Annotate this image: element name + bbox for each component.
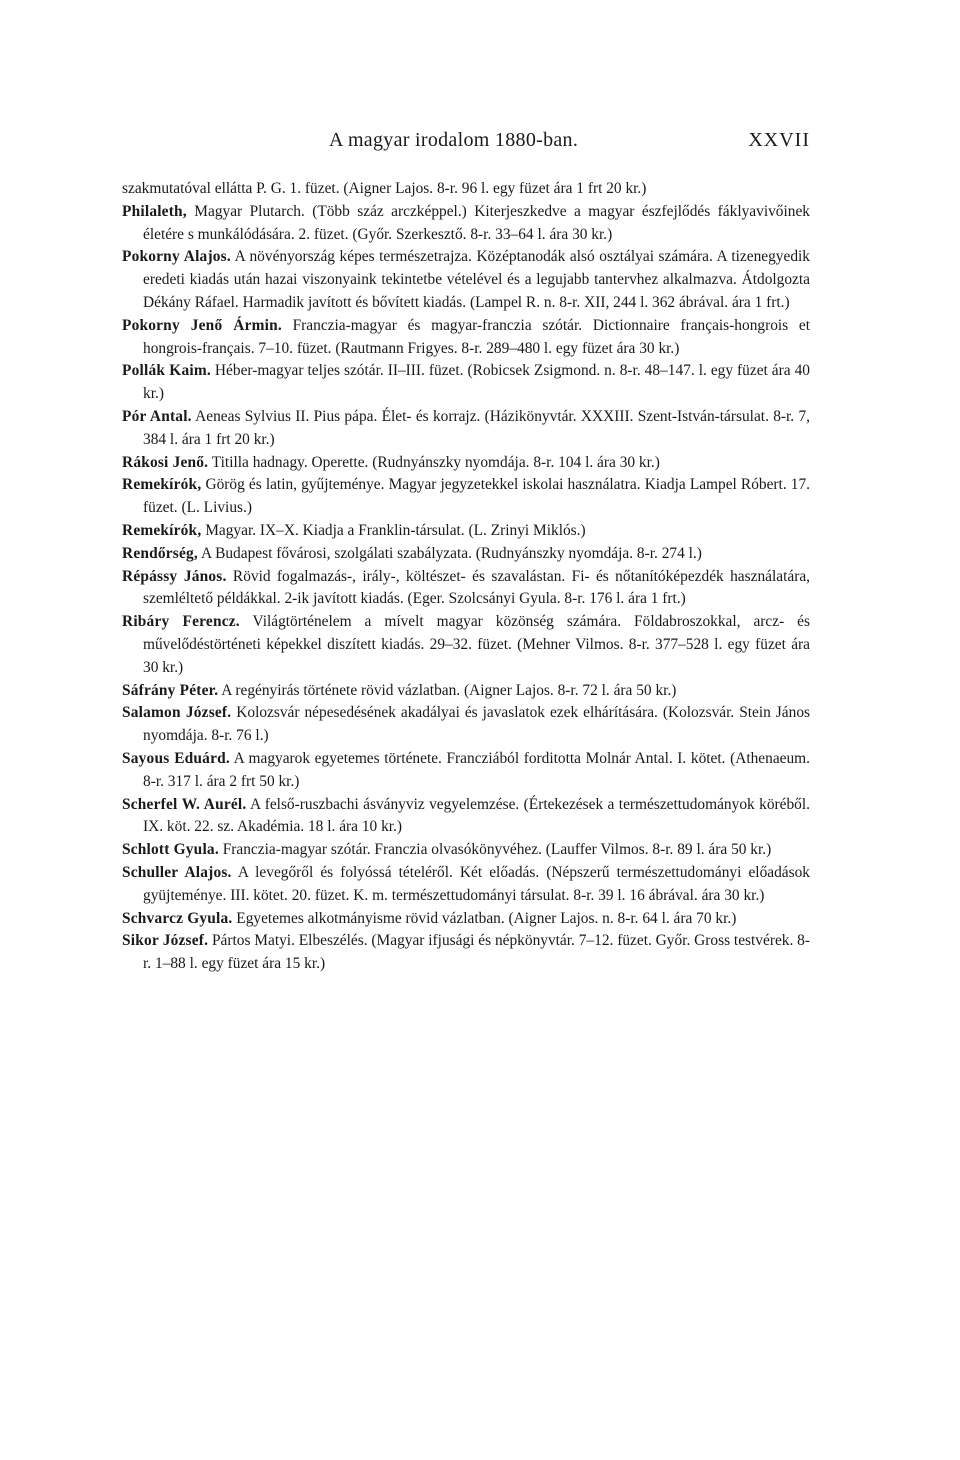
entry-author: Pokorny Alajos. [122,248,231,266]
entry-author: Répássy János. [122,567,227,585]
entry-author: Remekírók, [122,476,202,494]
bibliography-entry [122,520,810,543]
entry-text: Világtörténelem a mívelt magyar közönség számára. Földabroszokkal, arcz- és művelődéstörténeti képekkel diszített kiadás. 29–32. füzet. (Mehner Vilmos. 8-r. 377–528 l. egy füzet ára 30 kr.) [143,613,810,676]
bibliography-entry [122,360,810,406]
entry-author: Rákosi Jenő. [122,453,209,471]
entry-author: Salamon József. [122,704,232,722]
bibliography-entry [122,908,810,931]
entry-text: A növényország képes természetrajza. Középtanodák alsó osztályai számára. A tizenegyedik eredeti kiadás után hazai viszonyaink tekintetbe vételével és a legujabb tantervhez alkalmazva. Átdolgozta Dékány Ráfael. Harmadik javított és bővített kiadás. (Lampel R. n. 8-r. XII, 244 l. 362 ábrával. ára 1 frt.) [143,248,811,311]
entry-author: Sáfrány Péter. [122,681,219,699]
page-number: XXVII [748,129,810,151]
entry-author: Schlott Gyula. [122,841,219,859]
entry-text: Rövid fogalmazás-, irály-, költészet- és szavalástan. Fi- és nőtanítóképezdék használatára, szemléltető példákkal. 2-ik javított kiadás. (Eger. Szolcsányi Gyula. 8-r. 176 l. ára 1 frt.) [143,567,810,608]
bibliography-entry [122,839,810,862]
entry-author: Schvarcz Gyula. [122,909,233,927]
entry-text: Franczia-magyar szótár. Franczia olvasókönyvéhez. (Lauffer Vilmos. 8-r. 89 l. ára 50 kr.) [218,841,772,859]
entry-text: Görög és latin, gyűjteménye. Magyar jegyzetekkel iskolai használatra. Kiadja Lampel Róbert. 17. füzet. (L. Livius.) [143,476,810,517]
bibliography-entry [122,315,810,361]
bibliography-list [122,178,810,976]
entry-author: Remekírók, [122,521,202,539]
entry-author: Sayous Eduárd. [122,749,230,767]
entries-container [122,201,810,976]
entry-text: Pártos Matyi. Elbeszélés. (Magyar ifjusági és népkönyvtár. 7–12. füzet. Győr. Gross testvérek. 8-r. 1–88 l. egy füzet ára 15 kr.) [143,932,811,973]
continuation-entry: szakmutatóval ellátta P. G. 1. füzet. (Aigner Lajos. 8-r. 96 l. egy füzet ára 1 frt 20 kr.) [122,180,647,197]
entry-text: A regényirás története rövid vázlatban. (Aigner Lajos. 8-r. 72 l. ára 50 kr.) [218,681,677,699]
bibliography-entry [122,862,810,908]
entry-text: A levegőről és folyóssá tételéről. Két előadás. (Népszerű természettudományi előadások gyüjteménye. III. kötet. 20. füzet. K. m. természettudományi társulat. 8-r. 39 l. 16 ábrával. ára 30 kr.) [143,863,810,904]
entry-author: Scherfel W. Aurél. [122,795,247,813]
running-title: A magyar irodalom 1880-ban. [329,129,579,151]
bibliography-entry [122,543,810,566]
entry-text: Titilla hadnagy. Operette. (Rudnyánszky nyomdája. 8-r. 104 l. ára 30 kr.) [208,453,660,471]
entry-text: Aeneas Sylvius II. Pius pápa. Élet- és korrajz. (Házikönyvtár. XXXIII. Szent-István-társulat. 8-r. 7, 384 l. ára 1 frt 20 kr.) [143,407,810,448]
bibliography-entry [122,680,810,703]
bibliography-entry [122,930,810,976]
entry-text: Magyar Plutarch. (Több száz arczképpel.) Kiterjeszkedve a magyar észfejlődés fáklyavivőinek életére s munkálódására. 2. füzet. (Győr. Szerkesztő. 8-r. 33–64 l. ára 30 kr.) [143,202,810,243]
entry-text: A Budapest fővárosi, szolgálati szabályzata. (Rudnyánszky nyomdája. 8-r. 274 l.) [197,544,702,562]
bibliography-entry [122,474,810,520]
entry-text: A magyarok egyetemes története. Francziából forditotta Molnár Antal. I. kötet. (Athenaeum. 8-r. 317 l. ára 2 frt 50 kr.) [143,749,810,790]
bibliography-entry [122,246,810,314]
entry-author: Pór Antal. [122,407,192,425]
bibliography-entry [122,452,810,475]
entry-text: A felső-ruszbachi ásványviz vegyelemzése. (Értekezések a természettudományok köréből. IX. köt. 22. sz. Akadémia. 18 l. ára 10 kr.) [143,795,810,836]
entry-author: Pollák Kaim. [122,362,211,380]
bibliography-entry [122,611,810,679]
entry-author: Schuller Alajos. [122,863,232,881]
entry-author: Philaleth, [122,202,187,220]
entry-text: Kolozsvár népesedésének akadályai és javaslatok ezek elhárítására. (Kolozsvár. Stein János nyomdája. 8-r. 76 l.) [143,704,810,745]
bibliography-entry [122,406,810,452]
entry-author: Sikor József. [122,932,209,950]
entry-text: Héber-magyar teljes szótár. II–III. füzet. (Robicsek Zsigmond. n. 8-r. 48–147. l. egy füzet ára 40 kr.) [143,362,810,403]
bibliography-entry [122,702,810,748]
bibliography-entry [122,566,810,612]
bibliography-entry [122,794,810,840]
bibliography-entry [122,201,810,247]
entry-author: Ribáry Ferencz. [122,613,240,631]
entry-text: Egyetemes alkotmányisme rövid vázlatban. (Aigner Lajos. n. 8-r. 64 l. ára 70 kr.) [232,909,737,927]
bibliography-entry [122,748,810,794]
entry-author: Rendőrség, [122,544,198,562]
entry-text: Franczia-magyar és magyar-franczia szótár. Dictionnaire français-hongrois et hongrois-français. 7–10. füzet. (Rautmann Frigyes. 8-r. 289–480 l. egy füzet ára 30 kr.) [143,316,810,357]
entry-author: Pokorny Jenő Ármin. [122,316,282,334]
entry-text: Magyar. IX–X. Kiadja a Franklin-társulat. (L. Zrinyi Miklós.) [201,521,586,539]
